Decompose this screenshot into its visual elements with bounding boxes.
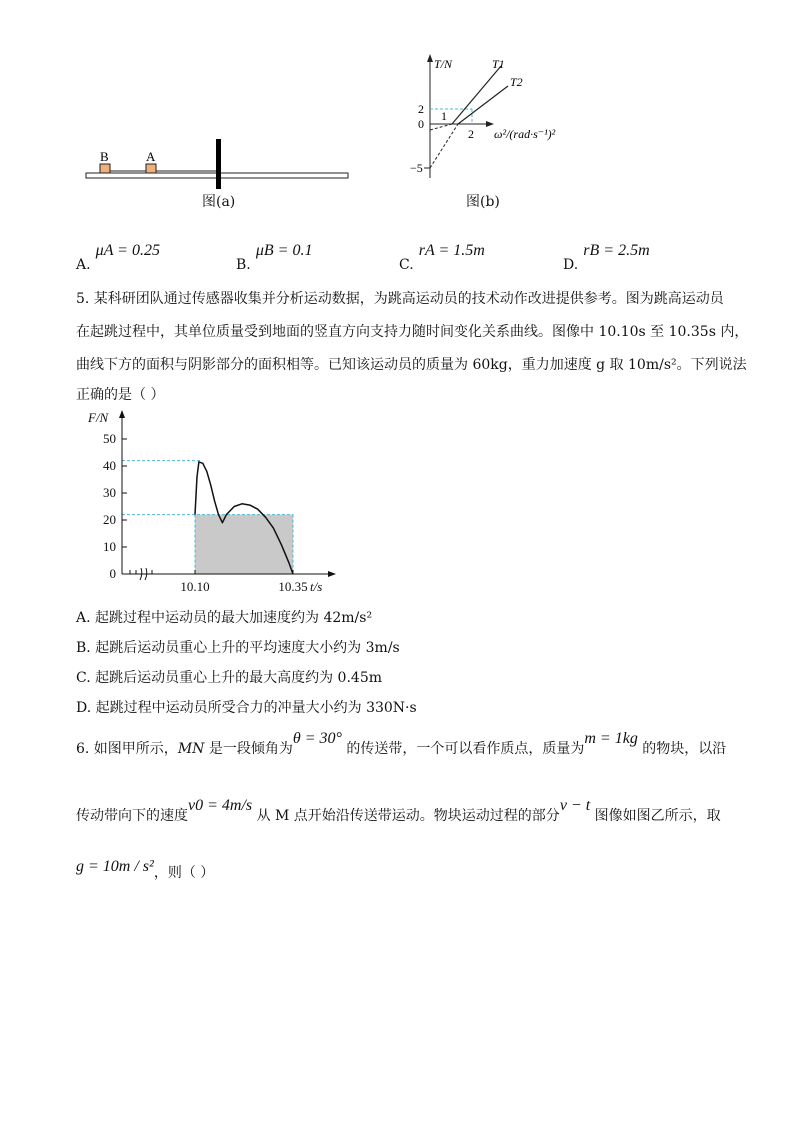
q5-chart-svg [74,408,354,598]
block-b [100,164,110,173]
y-tick-label: 30 [103,485,116,500]
figure-b-caption: 图(b) [466,194,500,210]
figure-b [408,50,588,190]
y-axis-arrow [119,410,125,418]
q5-chart [74,408,354,598]
x-axis-arrow [328,571,336,577]
q6-line-2-c: 图像如图乙所示，取 [590,808,721,824]
q4-option-a [76,240,160,273]
q5-option-c: C. 起跳后运动员重心上升的最大高度约为 0.45m [76,670,383,686]
q6-g: g = 10m / s² [76,858,154,875]
q6-vt: v − t [559,797,591,814]
q5-option-b: B. 起跳后运动员重心上升的平均速度大小约为 3m/s [76,640,400,656]
q5-option-a: A. 起跳过程中运动员的最大加速度约为 42m/s² [76,610,373,626]
x-axis-label: t/s [310,579,323,594]
y-axis-label: F/N [88,410,109,425]
q4-option-d-value: rB = 2.5m [583,242,650,259]
q6-line-1 [76,728,727,757]
q6-line-3 [76,856,215,881]
q4-option-b [236,240,313,273]
tick-y-0: 0 [418,117,424,131]
q5-line-4: 正确的是（ ） [76,387,165,403]
q6-line-2-b: 从 M 点开始沿传送带运动。物块运动过程的部分 [252,808,560,824]
q6-v0: v0 = 4m/s [188,797,253,814]
series-t1-label: T1 [492,57,505,71]
tick-y-neg5: −5 [410,161,423,175]
q6-line-2-a: 传动带向下的速度 [76,808,188,824]
q4-option-c [399,240,485,273]
q6-theta: θ = 30° [292,730,342,747]
y-tick-label: 0 [109,566,116,581]
tick-x-2: 2 [468,127,474,141]
q6-mn: MN [177,741,205,757]
q6-line-1-a: 6. 如图甲所示， [76,741,178,757]
x-tick-label: 10.10 [180,579,210,594]
rotation-axis [216,139,221,189]
q4-option-c-prefix: C. [399,257,414,273]
series-t2-label: T2 [510,75,523,89]
t2-line [458,86,508,124]
figure-b-ylabel: T/N [434,57,453,71]
q4-option-d-prefix: D. [563,257,579,273]
q5-option-d: D. 起跳过程中运动员所受合力的冲量大小约为 330N·s [76,700,417,716]
q5-line-2: 在起跳过程中，其单位质量受到地面的竖直方向支持力随时间变化关系曲线。图像中 10.10s 至 10.35s 内， [76,324,749,340]
q6-line-1-c: 的传送带，一个可以看作质点，质量为 [341,741,585,757]
q4-option-b-value: μB = 0.1 [255,242,313,259]
q6-line-1-b: 是一段倾角为 [204,741,293,757]
y-tick-label: 20 [103,512,116,527]
figure-b-x-arrow [486,121,494,127]
tick-x-1: 1 [441,109,447,123]
y-tick-label: 10 [103,539,116,554]
q6-mass: m = 1kg [584,730,638,747]
figure-b-xlabel: ω²/(rad·s⁻¹)² [494,127,556,141]
y-tick-label: 40 [103,458,116,473]
figure-b-drawing [408,50,588,190]
t1-dashed [430,124,452,130]
q4-option-a-value: μA = 0.25 [95,242,160,259]
q6-line-1-d: 的物块，以沿 [637,741,727,757]
block-a [146,164,156,173]
x-tick-label: 10.35 [278,579,308,594]
q4-option-c-value: rA = 1.5m [418,242,485,259]
tick-y-2: 2 [418,102,424,116]
figure-b-y-arrow [427,54,433,62]
q5-line-3: 曲线下方的面积与阴影部分的面积相等。已知该运动员的质量为 60kg，重力加速度 g 取 10m/s²。下列说法 [76,357,747,373]
label-a: A [146,149,156,164]
t1-line [452,66,501,124]
y-tick-label: 50 [103,431,116,446]
q4-option-a-prefix: A. [76,257,91,273]
shaded-area [195,515,293,574]
label-b: B [100,149,109,164]
q5-line-1: 5. 某科研团队通过传感器收集并分析运动数据，为跳高运动员的技术动作改进提供参考。图为跳高运动员 [76,291,724,307]
q4-option-b-prefix: B. [236,257,251,273]
q6-line-3-tail: ，则（ ） [153,865,215,881]
q6-line-2 [76,795,721,824]
t2-dashed [430,124,458,168]
figure-a-caption: 图(a) [202,194,236,210]
q4-option-d [563,240,650,273]
